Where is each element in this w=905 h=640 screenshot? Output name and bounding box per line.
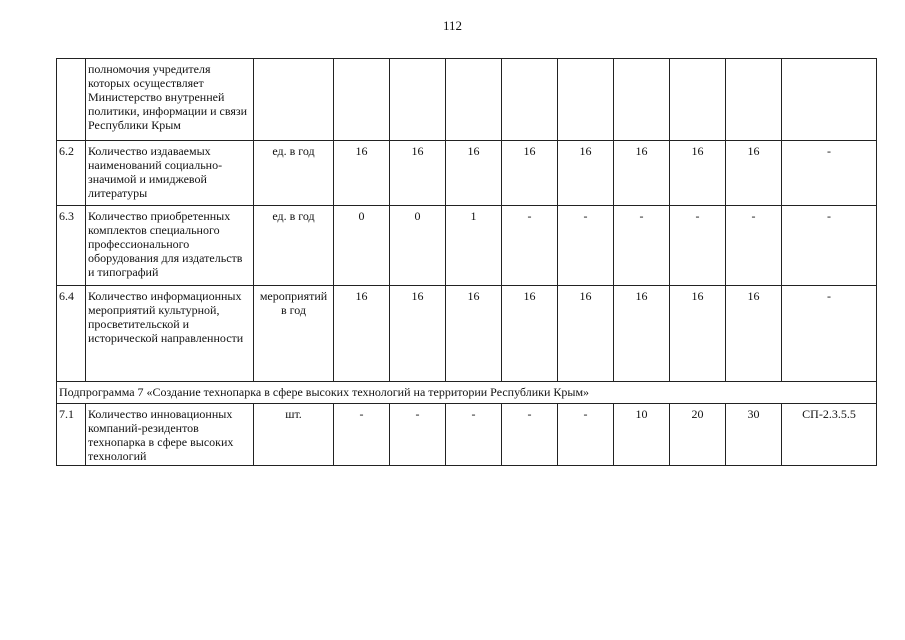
value-cell <box>670 59 726 141</box>
value-cell: 16 <box>558 141 614 206</box>
value-cell: 16 <box>726 286 782 382</box>
value-cell: - <box>614 206 670 286</box>
indicator-name: Количество издаваемых наименований социально-значимой и имиджевой литературы <box>88 144 223 200</box>
value-cell: 0 <box>390 206 446 286</box>
row-number-cell: 6.4 <box>57 286 86 382</box>
value-cell: 16 <box>502 286 558 382</box>
row-number-cell <box>57 59 86 141</box>
source-cell: СП-2.3.5.5 <box>782 404 877 466</box>
value-cell: 16 <box>614 141 670 206</box>
value-cell: - <box>446 404 502 466</box>
value-cell: 16 <box>670 286 726 382</box>
table-row <box>57 286 877 382</box>
unit-cell: ед. в год <box>254 141 334 206</box>
subprogram-title: Подпрограмма 7 «Создание технопарка в сфере высоких технологий на территории Республики Крым» <box>57 382 877 404</box>
value-cell: - <box>502 206 558 286</box>
indicator-name: Количество инновационных компаний-резидентов технопарка в сфере высоких технологий <box>88 407 234 463</box>
table-body <box>57 59 877 466</box>
value-cell <box>334 59 390 141</box>
value-cell: 1 <box>446 206 502 286</box>
table-row-continuation <box>57 59 877 141</box>
value-cell: - <box>726 206 782 286</box>
indicator-name-cell <box>86 404 254 466</box>
table-row <box>57 141 877 206</box>
value-cell: 16 <box>334 286 390 382</box>
value-cell: 10 <box>614 404 670 466</box>
indicator-name-cell <box>86 286 254 382</box>
value-cell <box>614 59 670 141</box>
table-row <box>57 206 877 286</box>
value-cell: 16 <box>446 141 502 206</box>
row-number-cell: 6.2 <box>57 141 86 206</box>
value-cell: 16 <box>502 141 558 206</box>
value-cell: 20 <box>670 404 726 466</box>
source-cell: - <box>782 206 877 286</box>
value-cell: - <box>670 206 726 286</box>
value-cell <box>390 59 446 141</box>
subprogram-row <box>57 382 877 404</box>
source-cell <box>782 59 877 141</box>
indicator-name-cell <box>86 141 254 206</box>
indicator-name: Количество приобретенных комплектов специального профессионального оборудования для издательств и типографий <box>88 209 243 279</box>
row-number-cell: 7.1 <box>57 404 86 466</box>
value-cell <box>558 59 614 141</box>
value-cell: - <box>390 404 446 466</box>
value-cell: 16 <box>614 286 670 382</box>
page-number: 112 <box>442 18 463 33</box>
value-cell: 30 <box>726 404 782 466</box>
table-row <box>57 404 877 466</box>
value-cell: 16 <box>726 141 782 206</box>
value-cell: - <box>502 404 558 466</box>
indicator-name: полномочия учредителя которых осуществляет Министерство внутренней политики, информации и связи Республики Крым <box>88 62 248 132</box>
unit-cell <box>254 59 334 141</box>
value-cell: 16 <box>446 286 502 382</box>
indicator-name-cell <box>86 59 254 141</box>
value-cell: 16 <box>334 141 390 206</box>
source-cell: - <box>782 141 877 206</box>
value-cell <box>502 59 558 141</box>
value-cell: 16 <box>558 286 614 382</box>
value-cell: - <box>558 206 614 286</box>
unit-cell: шт. <box>254 404 334 466</box>
unit-cell: ед. в год <box>254 206 334 286</box>
indicator-table <box>56 58 877 466</box>
indicator-name-cell <box>86 206 254 286</box>
source-cell: - <box>782 286 877 382</box>
value-cell: - <box>334 404 390 466</box>
value-cell: 16 <box>670 141 726 206</box>
unit-cell: мероприятий в год <box>254 286 334 382</box>
value-cell: 16 <box>390 141 446 206</box>
value-cell: - <box>558 404 614 466</box>
value-cell <box>446 59 502 141</box>
row-number-cell: 6.3 <box>57 206 86 286</box>
value-cell: 16 <box>390 286 446 382</box>
indicator-name: Количество информационных мероприятий культурной, просветительской и исторической направленности <box>88 289 244 345</box>
value-cell <box>726 59 782 141</box>
value-cell: 0 <box>334 206 390 286</box>
